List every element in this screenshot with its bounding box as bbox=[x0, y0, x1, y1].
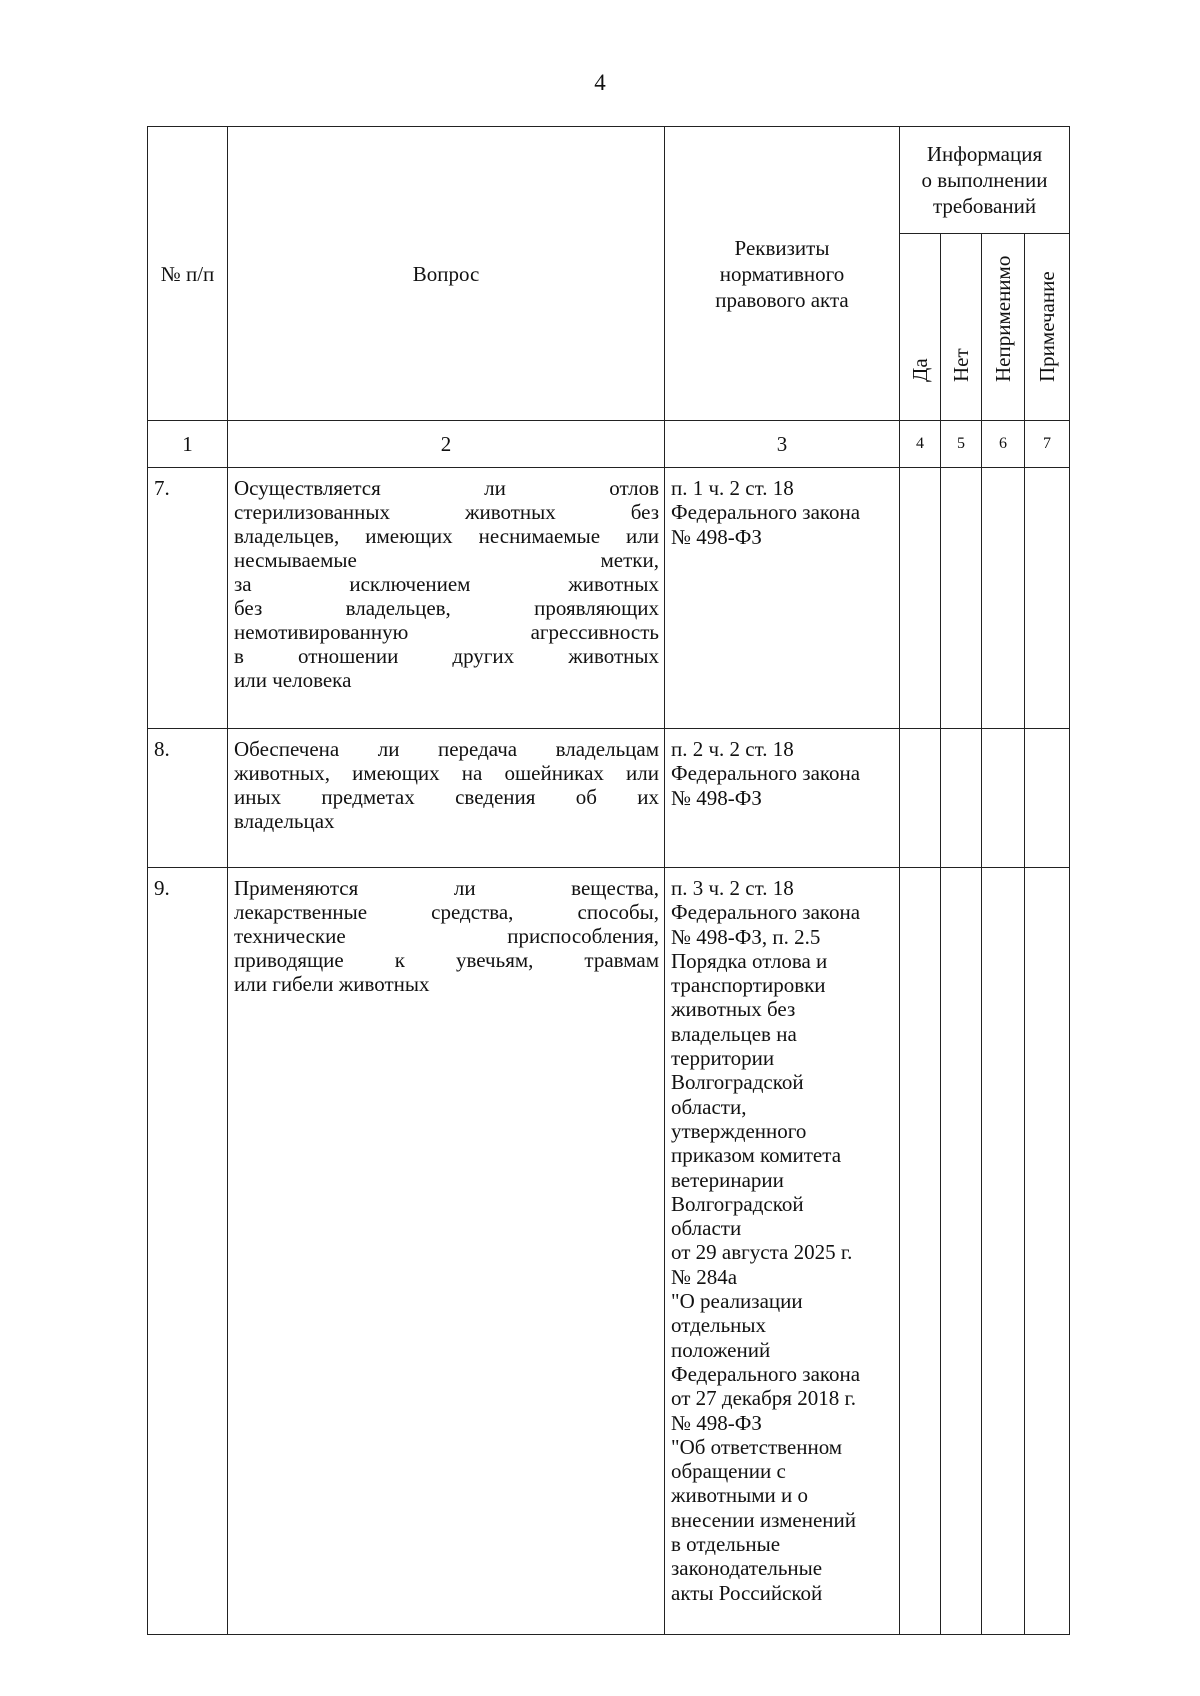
requisite-line: от 27 декабря 2018 г. bbox=[671, 1386, 856, 1411]
header-question: Вопрос bbox=[228, 127, 665, 421]
requisite-line: Федерального закона bbox=[671, 761, 861, 786]
requisite-line: транспортировки bbox=[671, 973, 826, 998]
question-line: Осуществляется ли отлов bbox=[234, 476, 659, 500]
header-info bbox=[900, 127, 1070, 234]
question-line: животных, имеющих на ошейниках или bbox=[234, 761, 659, 785]
question-line: без владельцев, проявляющих bbox=[234, 596, 659, 620]
header-note: Примечание bbox=[1035, 271, 1059, 382]
answer-not-applicable-cell[interactable] bbox=[982, 729, 1025, 868]
header-info-line: требований bbox=[932, 194, 1037, 218]
checklist-table bbox=[147, 126, 1070, 1635]
column-index: 1 bbox=[148, 421, 228, 468]
requisite-line: Федерального закона bbox=[671, 900, 861, 925]
requisite-line: от 29 августа 2025 г. bbox=[671, 1240, 853, 1265]
requisite-line: Порядка отлова и bbox=[671, 948, 828, 973]
requisite-line: владельцев на bbox=[671, 1021, 797, 1046]
requisite-line: утвержденного bbox=[671, 1118, 807, 1143]
question-line: владельцев, имеющих неснимаемые или bbox=[234, 524, 659, 548]
requisite-line: "О реализации bbox=[671, 1289, 803, 1314]
header-requisites-line: нормативного bbox=[719, 261, 845, 286]
requisite-line: Федерального закона bbox=[671, 1361, 861, 1386]
requisite-line: "Об ответственном bbox=[671, 1434, 843, 1459]
column-index: 6 bbox=[982, 421, 1025, 468]
requisite-line: животных без bbox=[671, 997, 796, 1022]
question-line: несмываемые метки, bbox=[234, 548, 659, 572]
table-row bbox=[148, 868, 1070, 1635]
header-yes: Да bbox=[908, 358, 932, 382]
requisite-line: № 498-ФЗ bbox=[671, 785, 762, 810]
header-no-cell bbox=[941, 234, 982, 421]
note-cell[interactable] bbox=[1025, 468, 1070, 729]
requisite-line: ветеринарии bbox=[671, 1167, 784, 1192]
question-line: иных предметах сведения об их bbox=[234, 785, 659, 809]
question-line: Применяются ли вещества, bbox=[234, 876, 659, 900]
question-line: Обеспечена ли передача владельцам bbox=[234, 737, 659, 761]
requisite-line: Волгоградской bbox=[671, 1191, 804, 1216]
requisite-line: области bbox=[671, 1216, 742, 1241]
requisite-line: положений bbox=[671, 1337, 771, 1362]
column-index-row bbox=[148, 421, 1070, 468]
note-cell[interactable] bbox=[1025, 868, 1070, 1635]
row-number: 7. bbox=[148, 468, 228, 729]
requisite-line: Волгоградской bbox=[671, 1070, 804, 1095]
header-no: Нет bbox=[949, 348, 973, 382]
answer-no-cell[interactable] bbox=[941, 468, 982, 729]
question-cell bbox=[228, 868, 665, 1635]
column-index: 4 bbox=[900, 421, 941, 468]
question-line: лекарственные средства, способы, bbox=[234, 900, 659, 924]
question-line: стерилизованных животных без bbox=[234, 500, 659, 524]
header-note-cell bbox=[1025, 234, 1070, 421]
table-row bbox=[148, 468, 1070, 729]
answer-no-cell[interactable] bbox=[941, 868, 982, 1635]
requisite-line: № 498-ФЗ bbox=[671, 524, 762, 549]
question-line: в отношении других животных bbox=[234, 644, 659, 668]
header-yes-cell bbox=[900, 234, 941, 421]
header-info-line: о выполнении bbox=[921, 168, 1048, 192]
requisite-line: законодательные bbox=[671, 1556, 823, 1581]
requisite-line: внесении изменений bbox=[671, 1507, 856, 1532]
question-line: приводящие к увечьям, травмам bbox=[234, 948, 659, 972]
column-index: 7 bbox=[1025, 421, 1070, 468]
requisite-line: Федерального закона bbox=[671, 500, 861, 525]
header-not-applicable: Неприменимо bbox=[991, 255, 1015, 382]
header-requisites bbox=[665, 127, 900, 421]
requisite-line: № 498-ФЗ, п. 2.5 bbox=[671, 924, 821, 949]
question-cell bbox=[228, 729, 665, 868]
page-number: 4 bbox=[594, 70, 606, 95]
requisite-line: приказом комитета bbox=[671, 1143, 842, 1168]
requisites-cell bbox=[665, 729, 900, 868]
question-cell bbox=[228, 468, 665, 729]
answer-yes-cell[interactable] bbox=[900, 868, 941, 1635]
header-requisites-line: правового акта bbox=[715, 287, 849, 312]
header-requisites-line: Реквизиты bbox=[734, 235, 830, 260]
answer-yes-cell[interactable] bbox=[900, 468, 941, 729]
column-index: 3 bbox=[665, 421, 900, 468]
note-cell[interactable] bbox=[1025, 729, 1070, 868]
requisite-line: акты Российской bbox=[671, 1580, 823, 1605]
column-index: 2 bbox=[228, 421, 665, 468]
answer-yes-cell[interactable] bbox=[900, 729, 941, 868]
table-row bbox=[148, 729, 1070, 868]
requisite-line: обращении с bbox=[671, 1459, 786, 1484]
question-line: немотивированную агрессивность bbox=[234, 620, 659, 644]
requisite-line: № 284а bbox=[671, 1264, 738, 1289]
requisites-cell bbox=[665, 468, 900, 729]
question-line: или гибели животных bbox=[234, 972, 430, 996]
question-line: технические приспособления, bbox=[234, 924, 659, 948]
answer-not-applicable-cell[interactable] bbox=[982, 468, 1025, 729]
requisite-line: территории bbox=[671, 1046, 775, 1071]
answer-not-applicable-cell[interactable] bbox=[982, 868, 1025, 1635]
answer-no-cell[interactable] bbox=[941, 729, 982, 868]
row-number: 9. bbox=[148, 868, 228, 1635]
requisite-line: № 498-ФЗ bbox=[671, 1410, 762, 1435]
requisite-line: в отдельные bbox=[671, 1532, 781, 1557]
header-not-applicable-cell bbox=[982, 234, 1025, 421]
requisite-line: отдельных bbox=[671, 1313, 767, 1338]
header-number: № п/п bbox=[148, 127, 228, 421]
question-line: за исключением животных bbox=[234, 572, 659, 596]
requisite-line: п. 1 ч. 2 ст. 18 bbox=[671, 476, 794, 500]
question-line: или человека bbox=[234, 668, 352, 692]
question-line: владельцах bbox=[234, 809, 335, 833]
requisite-line: п. 3 ч. 2 ст. 18 bbox=[671, 876, 794, 900]
row-number: 8. bbox=[148, 729, 228, 868]
column-index: 5 bbox=[941, 421, 982, 468]
requisites-cell bbox=[665, 868, 900, 1635]
requisite-line: области, bbox=[671, 1094, 747, 1119]
requisite-line: п. 2 ч. 2 ст. 18 bbox=[671, 737, 794, 761]
requisite-line: животными и о bbox=[671, 1483, 809, 1508]
header-info-line: Информация bbox=[926, 142, 1043, 166]
